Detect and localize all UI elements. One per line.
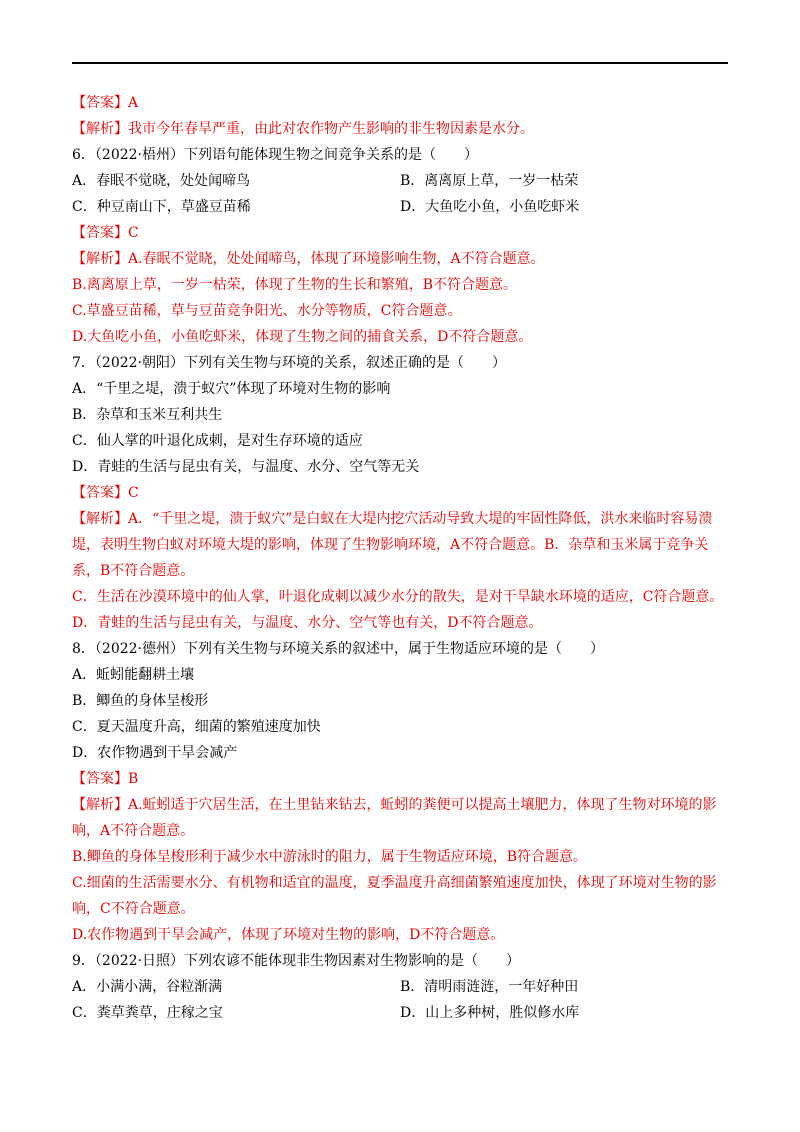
q7-option-d: D．青蛙的生活与昆虫有关，与温度、水分、空气等无关 (72, 459, 420, 475)
q7-option-b: B．杂草和玉米互利共生 (72, 407, 223, 423)
q7-option-c: C．仙人掌的叶退化成刺，是对生存环境的适应 (72, 433, 363, 449)
q5-analysis: 【解析】我市今年春旱严重，由此对农作物产生影响的非生物因素是水分。 (72, 121, 534, 137)
q8-option-d: D．农作物遇到干旱会减产 (72, 745, 238, 761)
q6-analysis-d: D.大鱼吃小鱼，小鱼吃虾米，体现了生物之间的捕食关系，D不符合题意。 (72, 329, 533, 345)
q9-options-row-2 (72, 1000, 728, 1026)
header-rule (72, 62, 728, 64)
q7-option-a: A．“千里之堤，溃于蚁穴”体现了环境对生物的影响 (72, 381, 391, 397)
q9-options-row-1 (72, 974, 728, 1000)
q8-option-b: B．鲫鱼的身体呈梭形 (72, 693, 209, 709)
q9-stem: 9．（2022·日照）下列农谚不能体现非生物因素对生物影响的是（ ） (72, 953, 520, 969)
q6-answer: 【答案】C (72, 225, 139, 241)
q7-analysis-c: C．生活在沙漠环境中的仙人掌，叶退化成刺以减少水分的散失，是对干旱缺水环境的适应，C符合题意。 (72, 589, 724, 605)
q6-option-d: D．大鱼吃小鱼，小鱼吃虾米 (400, 199, 580, 215)
q6-analysis-c: C.草盛豆苗稀，草与豆苗竞争阳光、水分等物质，C符合题意。 (72, 303, 462, 319)
q8-stem: 8．（2022·德州）下列有关生物与环境关系的叙述中，属于生物适应环境的是（ ） (72, 641, 604, 657)
q8-analysis-a: 【解析】A.蚯蚓适于穴居生活，在土里钻来钻去，蚯蚓的粪便可以提高土壤肥力，体现了生物对环境的影响，A不符合题意。 (72, 797, 717, 839)
q6-option-b: B．离离原上草，一岁一枯荣 (400, 173, 579, 189)
q9-option-d: D．山上多种树，胜似修水库 (400, 1005, 580, 1021)
q6-stem: 6．（2022·梧州）下列语句能体现生物之间竞争关系的是（ ） (72, 147, 478, 163)
q6-options-row-1 (72, 168, 728, 194)
q8-option-a: A．蚯蚓能翻耕土壤 (72, 667, 195, 683)
q8-answer: 【答案】B (72, 771, 139, 787)
q6-option-a: A．春眠不觉晓，处处闻啼鸟 (72, 173, 251, 189)
q5-answer: 【答案】A (72, 95, 139, 111)
q7-analysis-d: D．青蛙的生活与昆虫有关，与温度、水分、空气等也有关，D不符合题意。 (72, 615, 543, 631)
q8-analysis-c: C.细菌的生活需要水分、有机物和适宜的温度，夏季温度升高细菌繁殖速度加快，体现了环境对生物的影响，C不符合题意。 (72, 875, 717, 917)
q6-analysis-b: B.离离原上草，一岁一枯荣，体现了生物的生长和繁殖，B不符合题意。 (72, 277, 518, 293)
q8-option-c: C．夏天温度升高，细菌的繁殖速度加快 (72, 719, 321, 735)
q9-option-a: A．小满小满，谷粒渐满 (72, 979, 223, 995)
q8-analysis-b: B.鲫鱼的身体呈梭形利于减少水中游泳时的阻力，属于生物适应环境，B符合题意。 (72, 849, 588, 865)
q6-options-row-2 (72, 194, 728, 220)
q7-answer: 【答案】C (72, 485, 139, 501)
q8-analysis-d: D.农作物遇到干旱会减产，体现了环境对生物的影响，D不符合题意。 (72, 927, 505, 943)
document-body (72, 90, 728, 1026)
q6-option-c: C．种豆南山下，草盛豆苗稀 (72, 199, 251, 215)
q6-analysis-a: 【解析】A.春眠不觉晓，处处闻啼鸟，体现了环境影响生物，A不符合题意。 (72, 251, 545, 267)
q7-analysis-ab: 【解析】A．“千里之堤，溃于蚁穴”是白蚁在大堤内挖穴活动导致大堤的牢固性降低，洪水来临时容易溃堤，表明生物白蚁对环境大堤的影响，体现了生物影响环境，A不符合题意。B．杂草和玉米属于竞争关系，B不符合题意。 (72, 511, 713, 579)
q9-option-b: B．清明雨涟涟，一年好种田 (400, 979, 579, 995)
q9-option-c: C．粪草粪草，庄稼之宝 (72, 1005, 223, 1021)
q7-stem: 7．（2022·朝阳）下列有关生物与环境的关系，叙述正确的是（ ） (72, 355, 506, 371)
